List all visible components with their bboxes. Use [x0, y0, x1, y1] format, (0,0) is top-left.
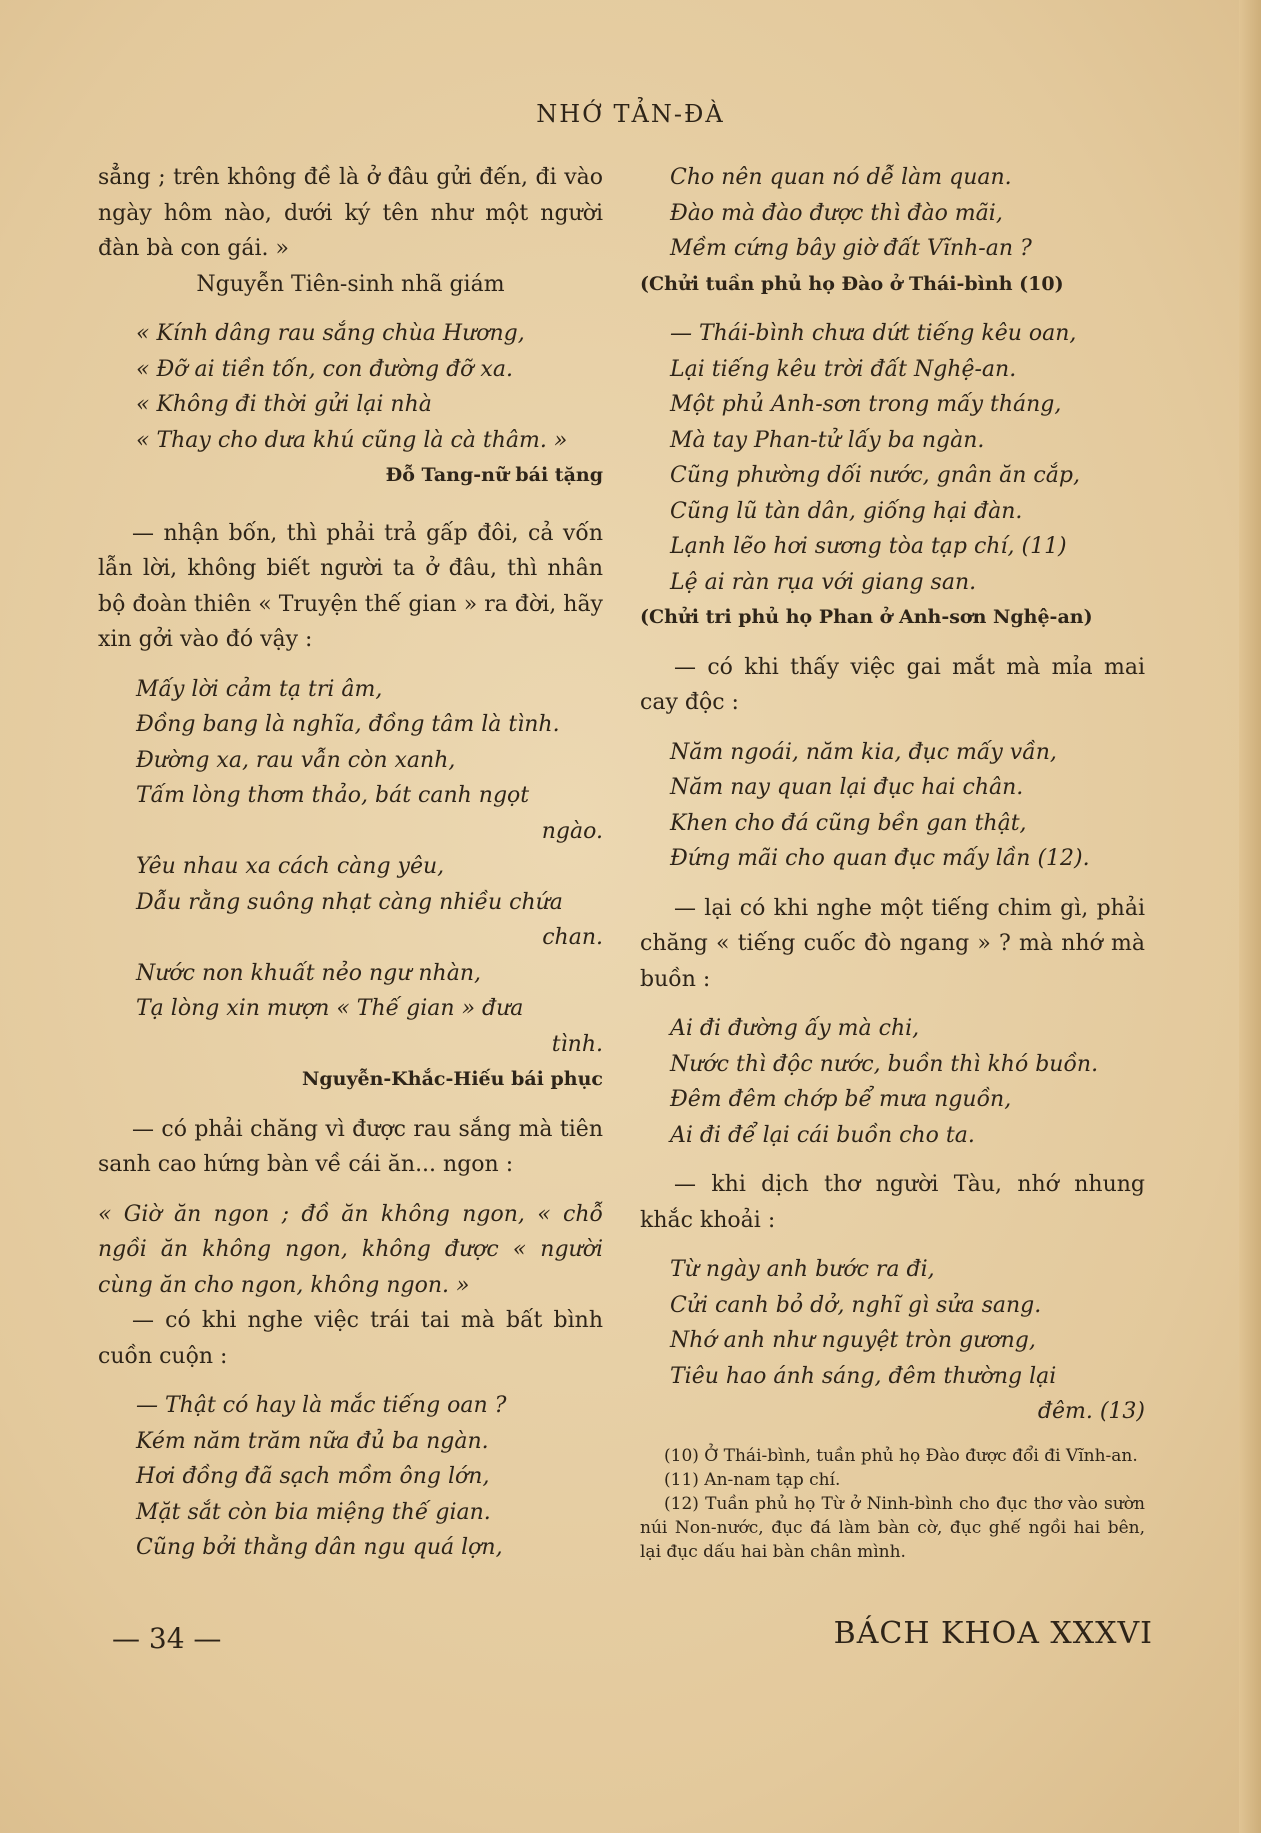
- page-number: — 34 —: [112, 1622, 222, 1655]
- verse-line: Mà tay Phan-tử lấy ba ngàn.: [670, 427, 985, 453]
- signature: Nguyễn-Khắc-Hiếu bái phục: [302, 1068, 603, 1090]
- verse-line-continuation: chan.: [542, 925, 603, 950]
- verse-line: Đào mà đào được thì đào mãi,: [670, 200, 1003, 226]
- spacer: [98, 494, 603, 516]
- signature: Đỗ Tang-nữ bái tặng: [385, 464, 603, 486]
- verse-line: Ai đi để lại cái buồn cho ta.: [670, 1122, 975, 1148]
- paragraph: — lại có khi nghe một tiếng chim gì, phải chăng « tiếng cuốc đò ngang » ? mà nhớ mà buồn :: [640, 895, 1145, 992]
- magazine-title: BÁCH KHOA XXXVI: [833, 1616, 1153, 1651]
- spacer: [98, 1098, 603, 1112]
- spacer: [640, 997, 1145, 1011]
- verse-line: Đêm đêm chớp bể mưa nguồn,: [670, 1087, 1012, 1112]
- verse-line-continuation: đêm. (13): [1037, 1399, 1145, 1424]
- footnote: (11) An-nam tạp chí.: [664, 1469, 841, 1490]
- spacer: [98, 658, 603, 672]
- page-edge: [1239, 0, 1261, 1833]
- verse-line: Cũng phường dối nước, gnân ăn cắp,: [670, 463, 1080, 488]
- verse-line: Mềm cứng bây giờ đất Vĩnh-an ?: [670, 236, 1032, 261]
- verse-line: Lạnh lẽo hơi sương tòa tạp chí, (11): [670, 534, 1067, 559]
- verse-line: Nước non khuất nẻo ngư nhàn,: [136, 960, 481, 986]
- verse-line: Từ ngày anh bước ra đi,: [670, 1257, 935, 1282]
- verse-line: Cửi canh bỏ dở, nghĩ gì sửa sang.: [670, 1292, 1042, 1318]
- poem-caption: (Chửi tuần phủ họ Đào ở Thái-bình (10): [640, 272, 1064, 295]
- right-column-body: [640, 160, 1145, 1430]
- verse-line: « Kính dâng rau sắng chùa Hương,: [136, 321, 525, 346]
- verse-line: « Giờ ăn ngon ; đồ ăn không ngon, « chỗ ngồi ăn không ngon, không được « người cùng ăn cho ngon, không ngon. »: [98, 1201, 603, 1298]
- verse-line: — Thái-bình chưa dứt tiếng kêu oan,: [670, 321, 1077, 346]
- verse-line: Tạ lòng xin mượn « Thế gian » đưa: [136, 996, 524, 1021]
- verse-line: Đồng bang là nghĩa, đồng tâm là tình.: [136, 712, 560, 737]
- verse-line: Nước thì độc nước, buồn thì khó buồn.: [670, 1051, 1099, 1077]
- verse-line: Đứng mãi cho quan đục mấy lần (12).: [670, 846, 1090, 871]
- spacer: [640, 636, 1145, 650]
- verse-line: Cho nên quan nó dễ làm quan.: [670, 165, 1012, 190]
- verse-line: Lệ ai ràn rụa với giang san.: [670, 569, 977, 595]
- paragraph: — khi dịch thơ người Tàu, nhớ nhung khắc khoải :: [640, 1172, 1145, 1233]
- verse-line: Hơi đồng đã sạch mồm ông lớn,: [136, 1464, 490, 1489]
- verse-line: « Không đi thời gửi lại nhà: [136, 392, 432, 417]
- spacer: [98, 1374, 603, 1388]
- verse-line: Nhớ anh như nguyệt tròn gương,: [670, 1328, 1036, 1353]
- verse-line: Cũng bởi thằng dân ngu quá lợn,: [136, 1535, 503, 1560]
- verse-line: Mấy lời cảm tạ tri âm,: [136, 676, 383, 702]
- verse-line: Lại tiếng kêu trời đất Nghệ-an.: [670, 356, 1017, 382]
- spacer: [640, 1238, 1145, 1252]
- left-column: [98, 160, 603, 1566]
- verse-line-continuation: ngào.: [541, 818, 603, 844]
- footnote: (10) Ở Thái-bình, tuần phủ họ Đào được đổi đi Vĩnh-an.: [664, 1445, 1138, 1466]
- verse-line: Tấm lòng thơm thảo, bát canh ngọt: [136, 783, 530, 808]
- spacer: [640, 721, 1145, 735]
- paragraph: — có khi nghe việc trái tai mà bất bình cuồn cuộn :: [98, 1308, 603, 1369]
- verse-line: Đường xa, rau vẫn còn xanh,: [136, 747, 456, 773]
- verse-line: Một phủ Anh-sơn trong mấy tháng,: [670, 392, 1062, 417]
- running-header: NHỚ TẢN-ĐÀ: [536, 100, 725, 128]
- footnotes: [640, 1438, 1145, 1564]
- verse-line: Tiêu hao ánh sáng, đêm thường lại: [670, 1363, 1057, 1389]
- paragraph: — có khi thấy việc gai mắt mà mỉa mai cay độc :: [640, 654, 1145, 715]
- footnote: (12) Tuần phủ họ Từ ở Ninh-bình cho đục thơ vào sườn núi Non-nước, đục đá làm bàn cờ, đục ghế ngồi hai bên, lại đục dấu hai bàn chân mình.: [640, 1493, 1145, 1562]
- verse-line: Dẫu rằng suông nhạt càng nhiều chứa: [136, 889, 563, 915]
- verse-line: Năm nay quan lại đục hai chân.: [670, 775, 1024, 800]
- spacer: [98, 1183, 603, 1197]
- paragraph: sẳng ; trên không đề là ở đâu gửi đến, đi vào ngày hôm nào, dưới ký tên như một người đàn bà con gái. »: [98, 165, 603, 261]
- poem-caption: (Chửi tri phủ họ Phan ở Anh-sơn Nghệ-an): [640, 606, 1093, 628]
- verse-line-continuation: tình.: [551, 1031, 603, 1057]
- verse-line: Yêu nhau xa cách càng yêu,: [136, 854, 445, 879]
- spacer: [640, 302, 1145, 316]
- spacer: [640, 1153, 1145, 1167]
- right-column: [640, 160, 1145, 1564]
- paragraph: — có phải chăng vì được rau sắng mà tiên sanh cao hứng bàn về cái ăn... ngon :: [98, 1116, 603, 1177]
- paragraph: — nhận bốn, thì phải trả gấp đôi, cả vốn lẫn lời, không biết người ta ở đâu, thì nhân bộ đoàn thiên « Truyện thế gian » ra đời, hãy xin gởi vào đó vậy :: [98, 520, 603, 652]
- verse-line: Cũng lũ tàn dân, giống hại đàn.: [670, 498, 1023, 524]
- verse-line: Năm ngoái, năm kia, đục mấy vần,: [670, 739, 1057, 765]
- verse-line: Mặt sắt còn bia miệng thế gian.: [136, 1499, 491, 1525]
- verse-line: Khen cho đá cũng bền gan thật,: [670, 810, 1027, 836]
- verse-line: « Đỡ ai tiền tốn, con đường đỡ xa.: [136, 356, 513, 382]
- signature: Nguyễn Tiên-sinh nhã giám: [196, 271, 505, 297]
- verse-line: Kém năm trăm nữa đủ ba ngàn.: [136, 1428, 489, 1454]
- spacer: [98, 302, 603, 316]
- verse-line: — Thật có hay là mắc tiếng oan ?: [136, 1393, 507, 1418]
- verse-line: « Thay cho dưa khú cũng là cà thâm. »: [136, 427, 568, 453]
- verse-line: Ai đi đường ấy mà chi,: [670, 1016, 920, 1041]
- spacer: [640, 877, 1145, 891]
